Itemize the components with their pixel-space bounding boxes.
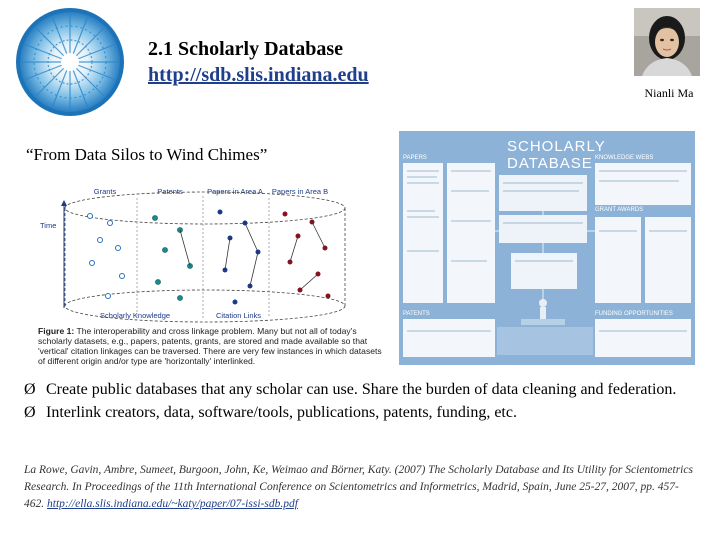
bullet-marker: Ø [24, 381, 36, 398]
poster-title-line1: SCHOLARLY [507, 138, 606, 155]
quote-text: “From Data Silos to Wind Chimes” [26, 145, 268, 164]
poster-funding: FUNDING OPPORTUNITIES [595, 311, 673, 317]
col-label-area-b: Papers in Area B [271, 187, 329, 196]
sdb-globe-logo [14, 6, 126, 118]
poster-papers: PAPERS [403, 155, 427, 161]
citation-links-label: Citation Links [216, 311, 262, 320]
citation-reference: La Rowe, Gavin, Ambre, Sumeet, Burgoon, John, Ke, Weimao and Börner, Katy. (2007) The Scholarly Database and Its Utility for Scientometrics Research. In Proceedings of the 11th International Conference on Scientometrics and Informetrics, Madrid, Spain, June 25-27, 2007, pp. 457-462. http://ella.slis.indiana.edu/~katy/paper/07-issi-sdb.pdf [24, 464, 693, 510]
scholarly-knowledge-label: Scholarly Knowledge [100, 311, 171, 320]
poster-knowledge-webs: KNOWLEDGE WEBS [595, 155, 654, 161]
page-title: 2.1 Scholarly Database [148, 38, 343, 60]
poster-patents: PATENTS [403, 311, 430, 317]
portrait-photo [634, 8, 700, 76]
time-axis-label: Time [40, 221, 57, 230]
figure-caption: Figure 1: The interoperability and cross linkage problem. Many but not all of today's scholarly datasets, e.g., papers, patents, grants, are stored and made available so that 'vertical' citation linkages can be traversed. There are very few instances in which datasets of different origin and/or type are 'horizontally' interlinked. [38, 326, 382, 366]
poster-title-line2: DATABASE [507, 155, 593, 172]
paper-pdf-link[interactable]: http://ella.slis.indiana.edu/~katy/paper/07-issi-sdb.pdf [47, 498, 298, 510]
database-url-link[interactable]: http://sdb.slis.indiana.edu [148, 64, 369, 86]
bullet-item: Ø Create public databases that any scholar can use. Share the burden of data cleaning and federation. [24, 381, 677, 398]
bullet-list [24, 380, 704, 422]
col-label-area-a: Papers in Area A [207, 187, 263, 196]
portrait-caption: Nianli Ma [644, 86, 694, 100]
col-label-patents: Patents [157, 187, 183, 196]
col-label-grants: Grants [93, 187, 117, 196]
poster-grant-awards: GRANT AWARDS [595, 207, 644, 213]
scholarly-database-poster [399, 131, 695, 365]
bullet-item: Ø Interlink creators, data, software/tools, publications, patents, funding, etc. [24, 404, 517, 421]
bullet-marker: Ø [24, 404, 36, 421]
